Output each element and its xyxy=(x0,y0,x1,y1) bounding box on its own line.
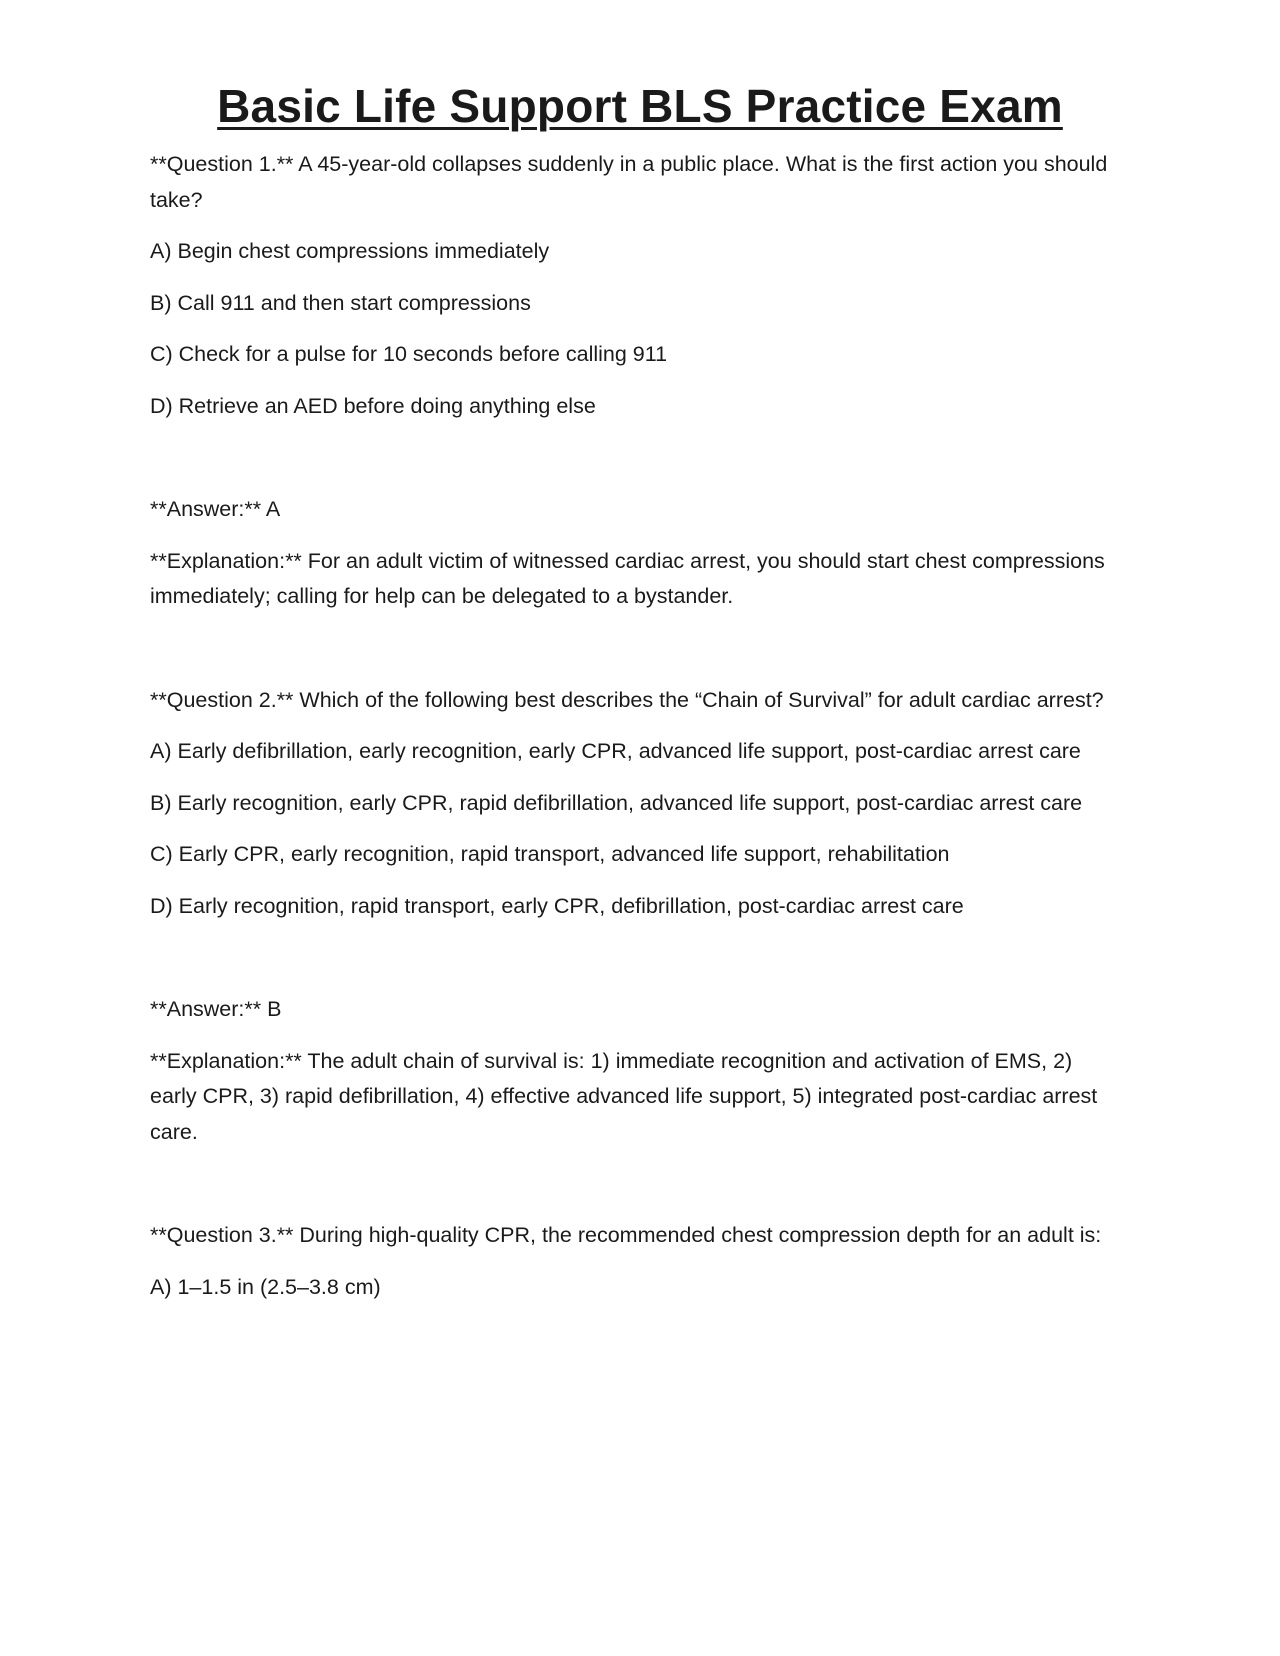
question-1-option-a: A) Begin chest compressions immediately xyxy=(150,239,550,263)
question-1-explanation: **Explanation:** For an adult victim of witnessed cardiac arrest, you should start chest compressions immediately; calling for help can be delegated to a bystander. xyxy=(150,548,1105,608)
question-2-option-a: A) Early defibrillation, early recognition, early CPR, advanced life support, post-cardiac arrest care xyxy=(150,739,1081,763)
question-3-option-a: A) 1–1.5 in (2.5–3.8 cm) xyxy=(150,1274,381,1299)
question-2-option-d: D) Early recognition, rapid transport, early CPR, defibrillation, post-cardiac arrest care xyxy=(150,893,964,918)
question-1-answer: **Answer:** A xyxy=(150,497,281,521)
question-2-text: **Question 2.** Which of the following best describes the “Chain of Survival” for adult cardiac arrest? xyxy=(150,687,1104,712)
document-title-text: Basic Life Support BLS Practice Exam xyxy=(217,80,1063,132)
document-title xyxy=(0,78,1280,134)
question-2-option-b: B) Early recognition, early CPR, rapid defibrillation, advanced life support, post-cardiac arrest care xyxy=(150,790,1083,815)
question-1-text: **Question 1.** A 45-year-old collapses suddenly in a public place. What is the first action you should take? xyxy=(150,152,1108,212)
document-body xyxy=(150,147,1120,1305)
question-2-answer: **Answer:** B xyxy=(150,997,282,1021)
question-1-option-c: C) Check for a pulse for 10 seconds before calling 911 xyxy=(150,342,668,366)
question-1-option-d: D) Retrieve an AED before doing anything else xyxy=(150,393,596,418)
question-2-explanation: **Explanation:** The adult chain of survival is: 1) immediate recognition and activation of EMS, 2) early CPR, 3) rapid defibrillation, 4) effective advanced life support, 5) integrated post-cardiac arrest care. xyxy=(150,1048,1098,1144)
question-2-option-c: C) Early CPR, early recognition, rapid transport, advanced life support, rehabilitation xyxy=(150,842,950,866)
question-3-text: **Question 3.** During high-quality CPR, the recommended chest compression depth for an adult is: xyxy=(150,1223,1102,1247)
question-1-option-b: B) Call 911 and then start compressions xyxy=(150,290,531,315)
